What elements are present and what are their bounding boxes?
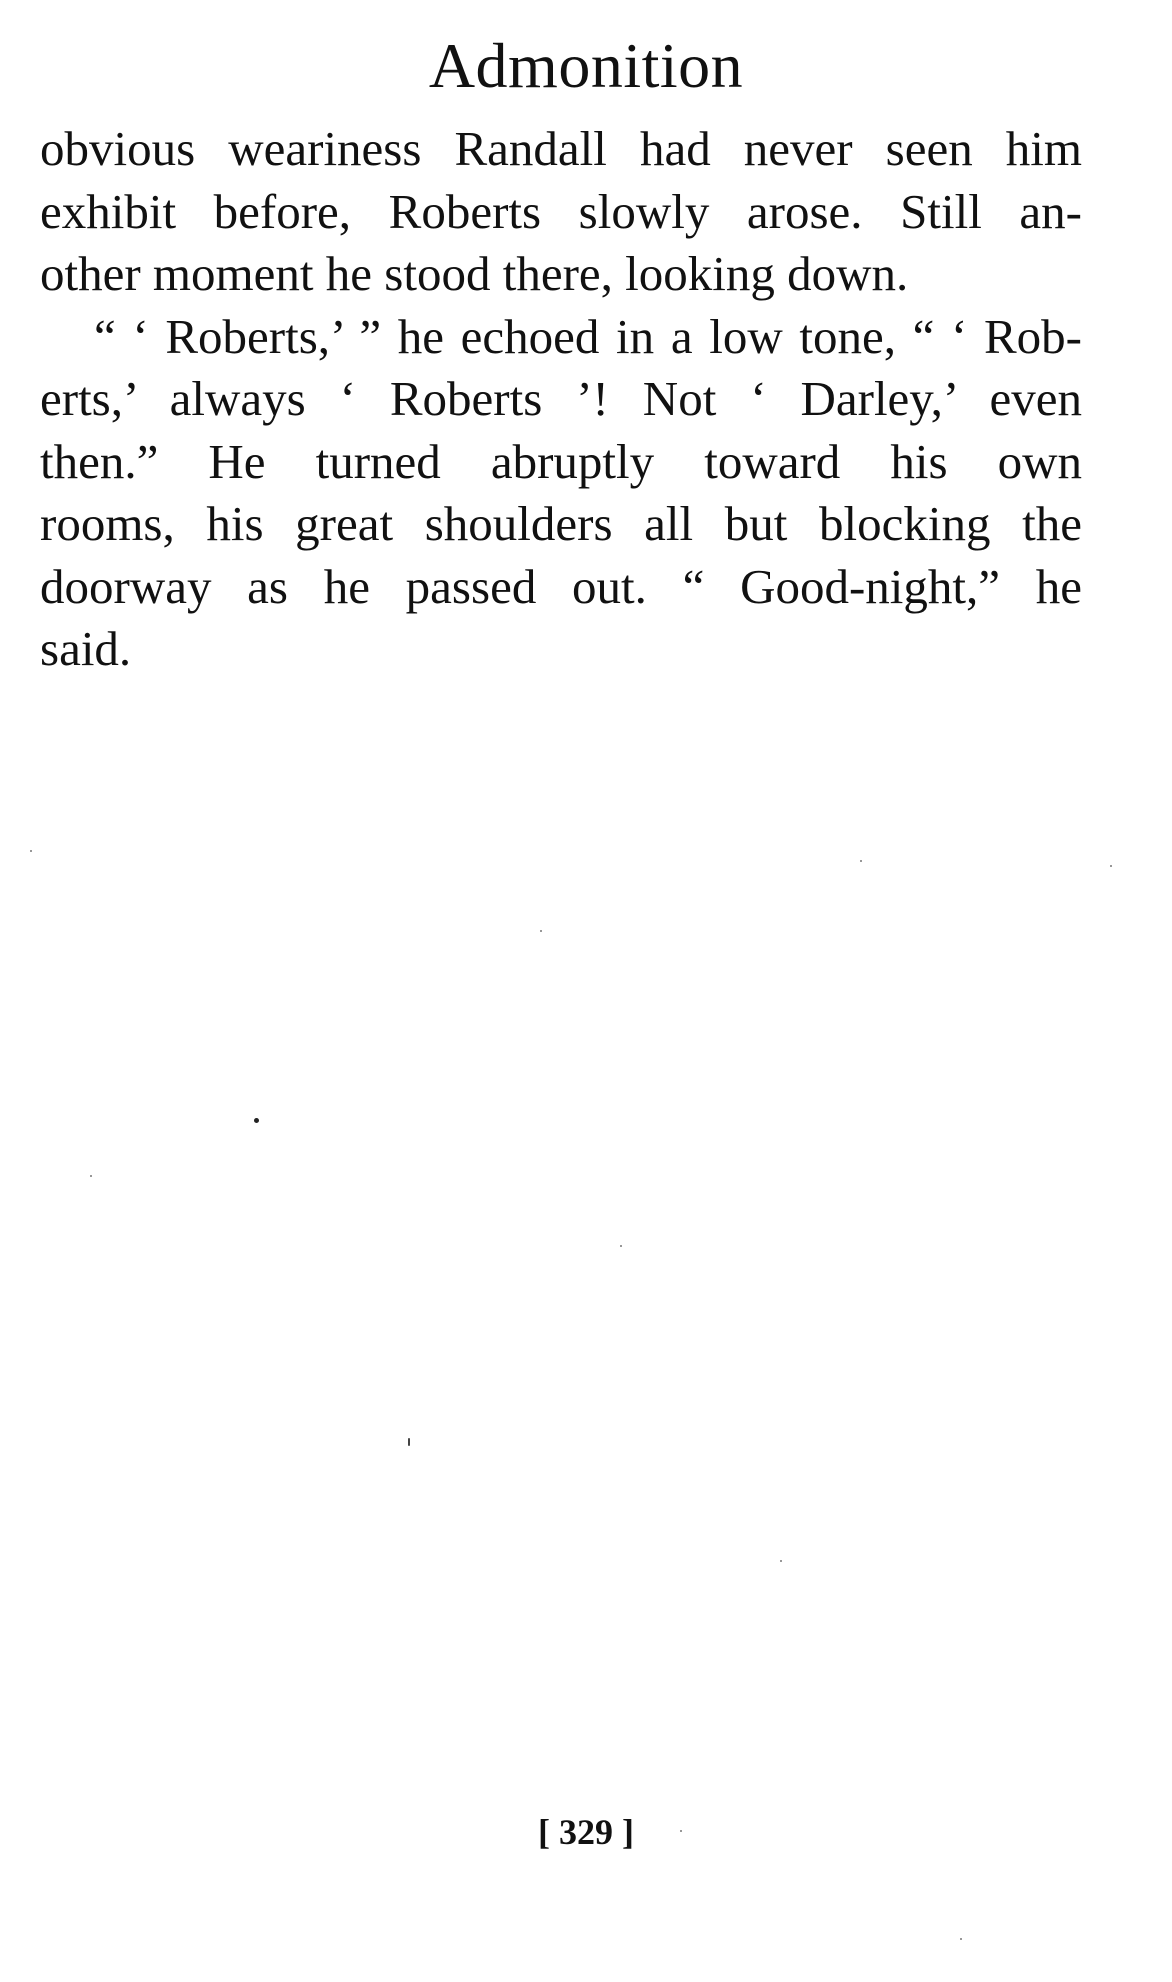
text-line: erts,’ always ‘ Roberts ’! Not ‘ Darley,’ even <box>40 371 1082 426</box>
scan-speck <box>780 1560 782 1562</box>
scan-speck <box>90 1175 92 1177</box>
body-text <box>40 118 1082 681</box>
scan-speck <box>960 1938 962 1940</box>
text-line: “ ‘ Roberts,’ ” he echoed in a low tone, “ ‘ Rob- <box>94 308 1082 364</box>
text-line: exhibit before, Roberts slowly arose. Still an- <box>40 183 1082 239</box>
page-number: [ 329 ] <box>538 1812 634 1852</box>
text-line: rooms, his great shoulders all but blocking the <box>40 496 1082 551</box>
text-line: other moment he stood there, looking down. <box>40 246 909 301</box>
scan-speck <box>1110 865 1112 867</box>
scan-speck <box>540 930 542 932</box>
text-line: then.” He turned abruptly toward his own <box>40 433 1082 489</box>
text-line: doorway as he passed out. “ Good-night,” he <box>40 558 1082 614</box>
scan-speck <box>860 860 862 862</box>
scan-speck <box>620 1245 622 1247</box>
scan-speck <box>408 1438 410 1446</box>
paragraph-1 <box>40 118 1082 306</box>
text-line: said. <box>40 621 132 676</box>
paragraph-2 <box>40 306 1082 681</box>
running-head: Admonition <box>428 30 744 101</box>
scan-speck <box>30 850 32 852</box>
scan-speck <box>254 1118 259 1123</box>
text-line: obvious weariness Randall had never seen him <box>40 121 1082 176</box>
